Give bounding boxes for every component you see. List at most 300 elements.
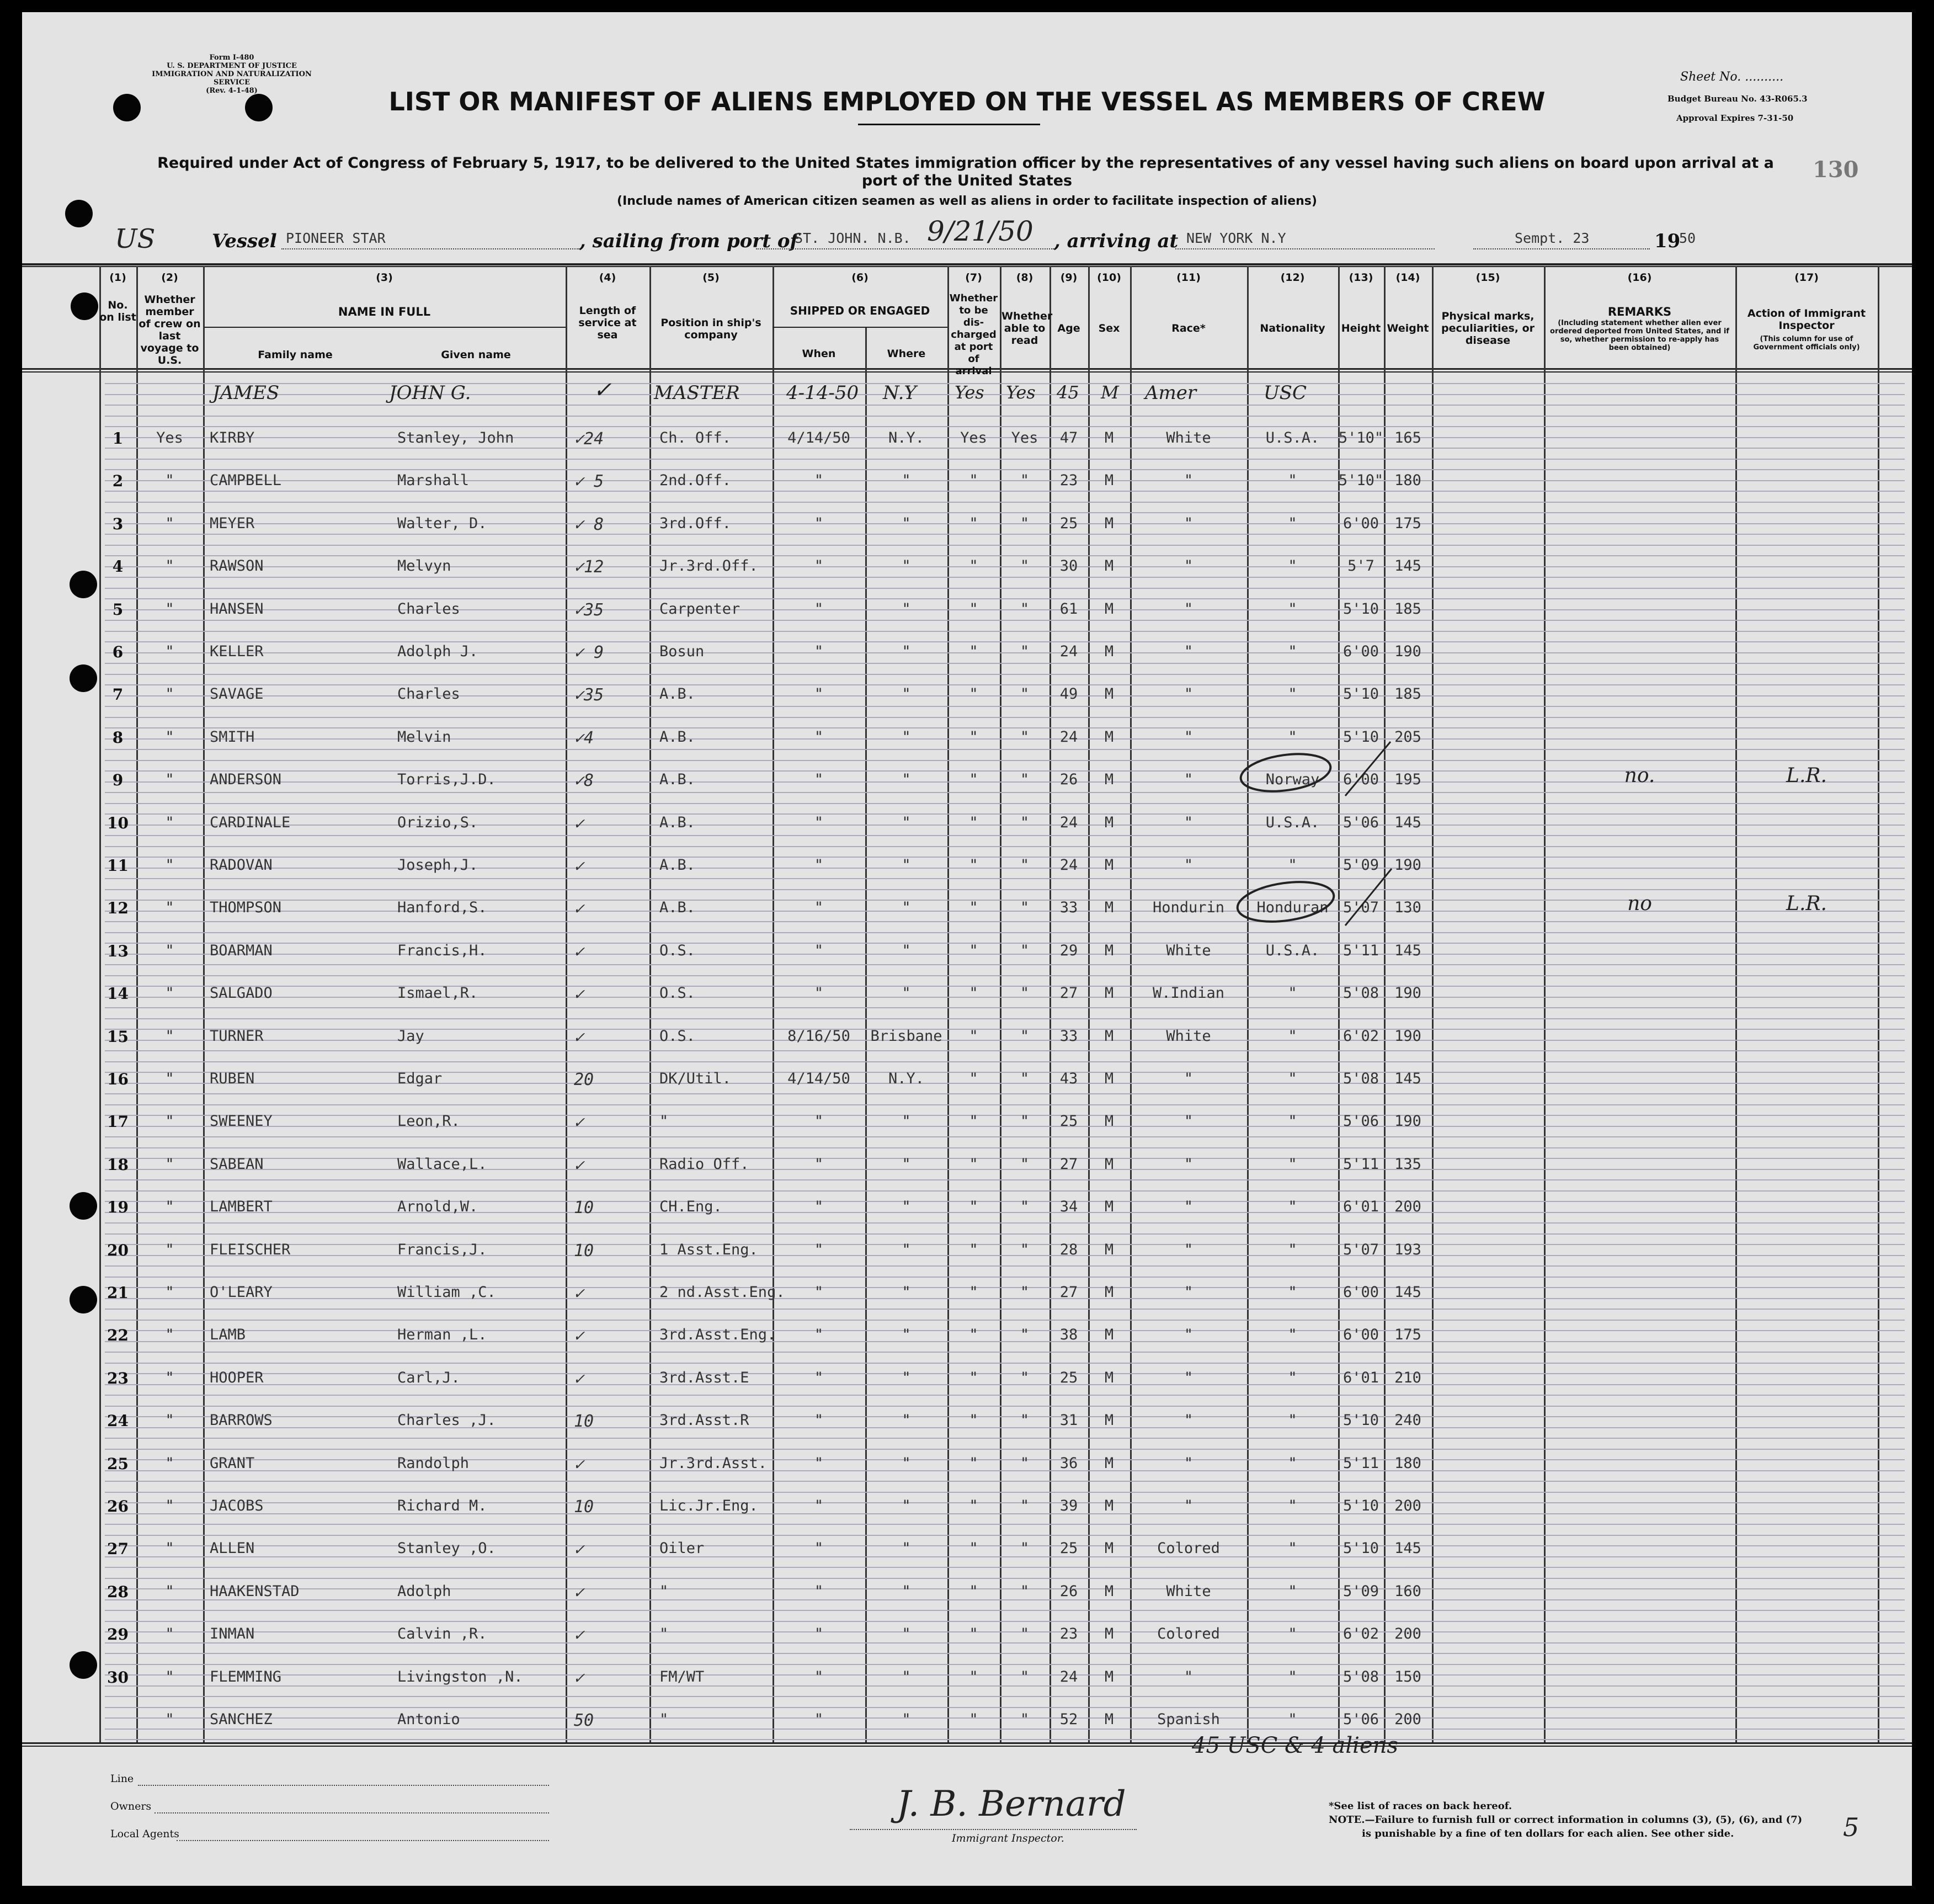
footer-agents-label: Local Agents <box>110 1828 179 1840</box>
row-family-name: GRANT <box>210 1454 255 1472</box>
row-length-of-service: ✓35 <box>574 685 604 705</box>
col-number: (16) <box>1627 272 1652 284</box>
row-discharged: " <box>969 600 978 618</box>
row-family-name: CARDINALE <box>210 813 291 831</box>
row-member-last-voyage: " <box>165 1326 174 1344</box>
row-height: 6'02 <box>1342 1625 1379 1643</box>
row-number: 11 <box>107 857 129 875</box>
row-race: White <box>1166 942 1211 959</box>
row-race: " <box>1184 728 1194 746</box>
row-where: " <box>902 1284 911 1301</box>
row-discharged: " <box>969 1711 978 1728</box>
row-height: 5'11 <box>1342 942 1379 959</box>
row-where: N.Y. <box>888 1070 925 1087</box>
row-discharged: " <box>969 643 978 660</box>
row-family-name: KIRBY <box>210 429 255 446</box>
row-family-name: HOOPER <box>210 1369 264 1386</box>
row-able-to-read: " <box>1020 600 1030 618</box>
row-given-name: Hanford,S. <box>397 899 487 917</box>
row-race: " <box>1184 472 1194 490</box>
row-weight: 135 <box>1394 1155 1421 1173</box>
row-when: " <box>814 1497 824 1514</box>
row-weight: 145 <box>1394 1284 1421 1301</box>
row-age: 52 <box>1059 1711 1078 1728</box>
row-nationality: " <box>1288 985 1297 1002</box>
row-able-to-read: " <box>1020 685 1030 703</box>
row-position: Lic.Jr.Eng. <box>659 1497 758 1514</box>
row-race: Colored <box>1157 1625 1220 1643</box>
row-weight: 145 <box>1394 557 1421 575</box>
service-name: IMMIGRATION AND NATURALIZATION SERVICE <box>152 70 312 87</box>
manifest-sheet <box>22 12 1912 1886</box>
row-height: 6'00 <box>1342 643 1379 660</box>
row-race: Spanish <box>1157 1711 1220 1728</box>
row-able-to-read: " <box>1020 1198 1030 1216</box>
budget-bureau: Budget Bureau No. 43-R065.3 <box>1667 94 1808 104</box>
row-given-name: Orizio,S. <box>397 813 478 831</box>
row-given-name: Carl,J. <box>397 1369 460 1386</box>
row-discharged: " <box>969 1454 978 1472</box>
row-discharged: " <box>969 472 978 490</box>
row-family-name: ANDERSON <box>210 771 282 789</box>
header-action-note: (This column for use of Government officials only) <box>1753 335 1860 352</box>
row-member-last-voyage: " <box>165 728 174 746</box>
row-able-to-read: " <box>1020 557 1030 575</box>
row-given-name: Melvyn <box>397 557 451 575</box>
row-able-to-read: " <box>1020 1497 1030 1514</box>
row-where: " <box>902 1113 911 1130</box>
us-mark: US <box>115 224 156 254</box>
row-height: 5'07 <box>1342 1241 1379 1258</box>
row-number: 16 <box>107 1070 129 1088</box>
row-member-last-voyage: Yes <box>156 429 183 446</box>
col-number: (12) <box>1280 272 1305 284</box>
row-where: Brisbane <box>870 1027 942 1045</box>
header-race: Race* <box>1171 322 1206 334</box>
row-where: " <box>902 857 911 874</box>
row-age: 25 <box>1059 1113 1078 1130</box>
header-discharged: Whether to be dis-charged at port of arrival <box>949 292 998 377</box>
row-member-last-voyage: " <box>165 813 174 831</box>
row-nationality: " <box>1288 1070 1297 1087</box>
row-age: 43 <box>1059 1070 1078 1087</box>
annotation-marks <box>22 12 1912 1886</box>
col-number: (5) <box>702 272 720 284</box>
row-age: 27 <box>1059 1155 1078 1173</box>
row-race: " <box>1184 1454 1194 1472</box>
row-nationality: " <box>1288 1540 1297 1557</box>
form-title: LIST OR MANIFEST OF ALIENS EMPLOYED ON THE VESSEL AS MEMBERS OF CREW <box>388 87 1546 116</box>
row-length-of-service: ✓ <box>574 813 584 833</box>
row-position: " <box>659 1113 669 1130</box>
row-given-name: Adolph <box>397 1582 451 1600</box>
row-discharged: " <box>969 857 978 874</box>
row-sex: M <box>1104 1284 1114 1301</box>
col-number: (11) <box>1176 272 1201 284</box>
row-weight: 190 <box>1394 643 1421 660</box>
master-where: N.Y <box>883 382 917 404</box>
row-number: 1 <box>112 429 124 448</box>
row-sex: M <box>1104 899 1114 917</box>
row-nationality: " <box>1288 1326 1297 1344</box>
row-position: CH.Eng. <box>659 1198 722 1216</box>
row-race: " <box>1184 1668 1194 1685</box>
row-member-last-voyage: " <box>165 942 174 959</box>
row-position: A.B. <box>659 728 696 746</box>
row-age: 24 <box>1059 728 1078 746</box>
row-where: " <box>902 472 911 490</box>
row-given-name: Stanley ,O. <box>397 1540 496 1557</box>
row-able-to-read: " <box>1020 643 1030 660</box>
row-where: " <box>902 557 911 575</box>
department: U. S. DEPARTMENT OF JUSTICE <box>167 62 297 70</box>
row-position: 3rd.Asst.R <box>659 1412 749 1429</box>
row-where: " <box>902 1454 911 1472</box>
row-where: " <box>902 728 911 746</box>
row-family-name: BOARMAN <box>210 942 273 959</box>
row-when: " <box>814 643 824 660</box>
row-able-to-read: " <box>1020 771 1030 789</box>
row-given-name: Adolph J. <box>397 643 478 660</box>
row-given-name: Richard M. <box>397 1497 487 1514</box>
row-discharged: " <box>969 1284 978 1301</box>
footer-owners-label: Owners <box>110 1800 152 1812</box>
row-height: 5'10 <box>1342 1412 1379 1429</box>
col-number: (10) <box>1097 272 1121 284</box>
row-length-of-service: ✓35 <box>574 600 604 620</box>
row-length-of-service: 20 <box>574 1070 594 1089</box>
row-discharged: " <box>969 985 978 1002</box>
row-remarks: no. <box>1624 764 1655 788</box>
row-member-last-voyage: " <box>165 685 174 703</box>
row-weight: 200 <box>1394 1625 1421 1643</box>
row-where: " <box>902 771 911 789</box>
row-sex: M <box>1104 1582 1114 1600</box>
row-when: 4/14/50 <box>787 1070 850 1087</box>
row-number: 19 <box>107 1198 129 1217</box>
row-weight: 200 <box>1394 1711 1421 1728</box>
row-given-name: Jay <box>397 1027 424 1045</box>
col-number: (15) <box>1475 272 1500 284</box>
row-length-of-service: ✓ <box>574 1155 584 1175</box>
row-nationality: " <box>1288 1582 1297 1600</box>
row-able-to-read: " <box>1020 1711 1030 1728</box>
row-weight: 190 <box>1394 1113 1421 1130</box>
col-number: (8) <box>1016 272 1033 284</box>
row-length-of-service: ✓ <box>574 1454 584 1474</box>
row-position: 2nd.Off. <box>659 472 732 490</box>
master-read: Yes <box>1006 382 1036 403</box>
row-race: " <box>1184 771 1194 789</box>
row-height: 5'10 <box>1342 728 1379 746</box>
row-given-name: Francis,H. <box>397 942 487 959</box>
row-height: 6'01 <box>1342 1369 1379 1386</box>
row-member-last-voyage: " <box>165 857 174 874</box>
row-when: " <box>814 1113 824 1130</box>
row-when: " <box>814 728 824 746</box>
row-height: 6'01 <box>1342 1198 1379 1216</box>
row-position: DK/Util. <box>659 1070 732 1087</box>
row-discharged: " <box>969 1027 978 1045</box>
row-able-to-read: " <box>1020 942 1030 959</box>
row-height: 5'08 <box>1342 1668 1379 1685</box>
master-nationality: USC <box>1264 382 1307 404</box>
row-number: 12 <box>107 899 129 918</box>
form-revision: (Rev. 4-1-48) <box>206 87 258 95</box>
row-weight: 190 <box>1394 985 1421 1002</box>
row-when: " <box>814 1454 824 1472</box>
row-weight: 160 <box>1394 1582 1421 1600</box>
row-age: 23 <box>1059 472 1078 490</box>
header-no-on-list: No. on list <box>99 299 136 323</box>
row-height: 5'09 <box>1342 857 1379 874</box>
row-age: 26 <box>1059 1582 1078 1600</box>
row-length-of-service: ✓ <box>574 1027 584 1047</box>
row-when: " <box>814 813 824 831</box>
row-able-to-read: " <box>1020 985 1030 1002</box>
row-member-last-voyage: " <box>165 1540 174 1557</box>
slash-mark <box>1345 742 1390 796</box>
circle-mark <box>1235 876 1336 927</box>
sailing-label: , sailing from port of <box>579 230 798 252</box>
row-sex: M <box>1104 1070 1114 1087</box>
row-position: Carpenter <box>659 600 740 618</box>
row-race: " <box>1184 1497 1194 1514</box>
row-family-name: THOMPSON <box>210 899 282 917</box>
row-given-name: Charles <box>397 685 460 703</box>
row-age: 26 <box>1059 771 1078 789</box>
row-family-name: TURNER <box>210 1027 264 1045</box>
row-when: " <box>814 1369 824 1386</box>
subtitle-line-3: (Include names of American citizen seamen as well as aliens in order to facilitate inspection of aliens) <box>617 194 1317 208</box>
row-position: A.B. <box>659 857 696 874</box>
row-where: " <box>902 1369 911 1386</box>
row-sex: M <box>1104 1326 1114 1344</box>
row-able-to-read: " <box>1020 1155 1030 1173</box>
master-sex: M <box>1101 382 1119 403</box>
row-when: " <box>814 1198 824 1216</box>
row-weight: 240 <box>1394 1412 1421 1429</box>
row-able-to-read: " <box>1020 514 1030 532</box>
row-family-name: CAMPBELL <box>210 472 282 490</box>
row-race: " <box>1184 1113 1194 1130</box>
row-age: 33 <box>1059 899 1078 917</box>
row-nationality: " <box>1288 1113 1297 1130</box>
page-number-handwritten: 5 <box>1843 1812 1860 1842</box>
row-race: " <box>1184 685 1194 703</box>
row-age: 61 <box>1059 600 1078 618</box>
row-height: 6'00 <box>1342 771 1379 789</box>
row-given-name: William ,C. <box>397 1284 496 1301</box>
total-summary-handwritten: 45 USC & 4 aliens <box>1192 1733 1398 1758</box>
row-given-name: Livingston ,N. <box>397 1668 523 1685</box>
port-of-sailing: ST. JOHN. N.B. <box>795 230 911 246</box>
sheet-number: Sheet No. .......... <box>1680 70 1784 84</box>
row-height: 5'06 <box>1342 813 1379 831</box>
row-when: 8/16/50 <box>787 1027 850 1045</box>
row-where: " <box>902 1241 911 1258</box>
row-nationality: " <box>1288 514 1297 532</box>
row-sex: M <box>1104 813 1114 831</box>
row-member-last-voyage: " <box>165 1369 174 1386</box>
row-number: 22 <box>107 1326 129 1345</box>
row-position: Oiler <box>659 1540 705 1557</box>
row-age: 28 <box>1059 1241 1078 1258</box>
col-number: (6) <box>851 272 869 284</box>
row-age: 24 <box>1059 813 1078 831</box>
row-length-of-service: ✓ 8 <box>574 514 604 534</box>
row-length-of-service: ✓ <box>574 1540 584 1560</box>
row-family-name: LAMB <box>210 1326 246 1344</box>
row-height: 6'00 <box>1342 514 1379 532</box>
row-where: N.Y. <box>888 429 925 446</box>
row-age: 25 <box>1059 514 1078 532</box>
header-nationality: Nationality <box>1260 322 1325 334</box>
row-given-name: Ismael,R. <box>397 985 478 1002</box>
row-height: 5'08 <box>1342 1070 1379 1087</box>
row-family-name: SAVAGE <box>210 685 264 703</box>
row-age: 39 <box>1059 1497 1078 1514</box>
row-weight: 130 <box>1394 899 1421 917</box>
row-member-last-voyage: " <box>165 771 174 789</box>
row-sex: M <box>1104 1711 1114 1728</box>
row-height: 6'02 <box>1342 1027 1379 1045</box>
row-where: " <box>902 1326 911 1344</box>
row-when: " <box>814 1668 824 1685</box>
row-when: " <box>814 899 824 917</box>
row-when: " <box>814 600 824 618</box>
row-able-to-read: " <box>1020 1540 1030 1557</box>
row-able-to-read: " <box>1020 1668 1030 1685</box>
row-able-to-read: " <box>1020 1241 1030 1258</box>
subtitle-line-2: port of the United States <box>861 172 1073 189</box>
row-given-name: Walter, D. <box>397 514 487 532</box>
row-given-name: Randolph <box>397 1454 470 1472</box>
row-height: 5'10" <box>1338 429 1384 446</box>
arriving-port: NEW YORK N.Y <box>1186 230 1286 246</box>
row-nationality: U.S.A. <box>1265 942 1320 959</box>
row-height: 5'10 <box>1342 685 1379 703</box>
row-when: " <box>814 514 824 532</box>
row-discharged: " <box>969 1369 978 1386</box>
row-able-to-read: " <box>1020 1113 1030 1130</box>
row-nationality: " <box>1288 600 1297 618</box>
col-number: (1) <box>109 272 126 284</box>
row-given-name: Charles ,J. <box>397 1412 496 1429</box>
header-remarks: REMARKS <box>1607 305 1672 318</box>
row-number: 15 <box>107 1027 129 1046</box>
row-family-name: KELLER <box>210 643 264 660</box>
row-nationality: " <box>1288 643 1297 660</box>
row-position: A.B. <box>659 685 696 703</box>
row-age: 24 <box>1059 1668 1078 1685</box>
header-able-to-read: Whether able to read <box>1001 310 1053 347</box>
row-when: " <box>814 1284 824 1301</box>
row-discharged: " <box>969 728 978 746</box>
row-position: O.S. <box>659 1027 696 1045</box>
header-height: Height <box>1341 322 1381 334</box>
row-weight: 175 <box>1394 1326 1421 1344</box>
row-weight: 180 <box>1394 472 1421 490</box>
inspector-signature: J. B. Bernard <box>897 1784 1126 1825</box>
row-family-name: SANCHEZ <box>210 1711 273 1728</box>
row-where: " <box>902 1625 911 1643</box>
col-number: (4) <box>599 272 616 284</box>
footer-line-rule <box>138 1785 549 1786</box>
row-length-of-service: 50 <box>574 1711 594 1730</box>
row-length-of-service: ✓ 5 <box>574 472 604 492</box>
row-sex: M <box>1104 728 1114 746</box>
row-when: " <box>814 942 824 959</box>
row-family-name: HANSEN <box>210 600 264 618</box>
row-age: 24 <box>1059 643 1078 660</box>
row-when: " <box>814 771 824 789</box>
row-nationality: " <box>1288 728 1297 746</box>
row-weight: 200 <box>1394 1198 1421 1216</box>
row-able-to-read: " <box>1020 1070 1030 1087</box>
row-family-name: RAWSON <box>210 557 264 575</box>
row-nationality: " <box>1288 472 1297 490</box>
row-able-to-read: Yes <box>1011 429 1038 446</box>
row-discharged: " <box>969 1326 978 1344</box>
row-nationality: " <box>1288 557 1297 575</box>
row-height: 5'10" <box>1338 472 1384 490</box>
row-age: 25 <box>1059 1540 1078 1557</box>
row-race: " <box>1184 1369 1194 1386</box>
row-age: 34 <box>1059 1198 1078 1216</box>
header-weight: Weight <box>1387 322 1429 334</box>
row-member-last-voyage: " <box>165 600 174 618</box>
row-sex: M <box>1104 472 1114 490</box>
row-race: " <box>1184 1284 1194 1301</box>
row-sex: M <box>1104 600 1114 618</box>
col-number: (9) <box>1060 272 1078 284</box>
row-able-to-read: " <box>1020 813 1030 831</box>
row-nationality: " <box>1288 1412 1297 1429</box>
row-number: 23 <box>107 1369 129 1387</box>
row-height: 6'00 <box>1342 1326 1379 1344</box>
slash-mark <box>1345 869 1392 926</box>
row-discharged: " <box>969 1625 978 1643</box>
row-family-name: SALGADO <box>210 985 273 1002</box>
row-weight: 180 <box>1394 1454 1421 1472</box>
row-number: 8 <box>112 728 124 747</box>
row-nationality: U.S.A. <box>1265 429 1320 446</box>
row-family-name: RUBEN <box>210 1070 255 1087</box>
row-number: 3 <box>112 514 124 533</box>
row-given-name: Stanley, John <box>397 429 514 446</box>
row-length-of-service: ✓ <box>574 1369 584 1389</box>
row-height: 5'09 <box>1342 1582 1379 1600</box>
row-weight: 165 <box>1394 429 1421 446</box>
row-length-of-service: ✓ <box>574 1284 584 1303</box>
row-family-name: RADOVAN <box>210 857 273 874</box>
header-shipped-or-engaged: SHIPPED OR ENGAGED <box>790 304 930 317</box>
row-number: 10 <box>107 813 129 832</box>
row-position: " <box>659 1582 669 1600</box>
row-sex: M <box>1104 1625 1114 1643</box>
row-where: " <box>902 942 911 959</box>
row-able-to-read: " <box>1020 1326 1030 1344</box>
row-action: L.R. <box>1786 892 1827 916</box>
row-weight: 145 <box>1394 1540 1421 1557</box>
row-nationality: " <box>1288 1198 1297 1216</box>
row-nationality: " <box>1288 1711 1297 1728</box>
row-number: 14 <box>107 985 129 1003</box>
col-number: (17) <box>1794 272 1819 284</box>
row-where: " <box>902 600 911 618</box>
footer-line-label: Line <box>110 1773 134 1785</box>
